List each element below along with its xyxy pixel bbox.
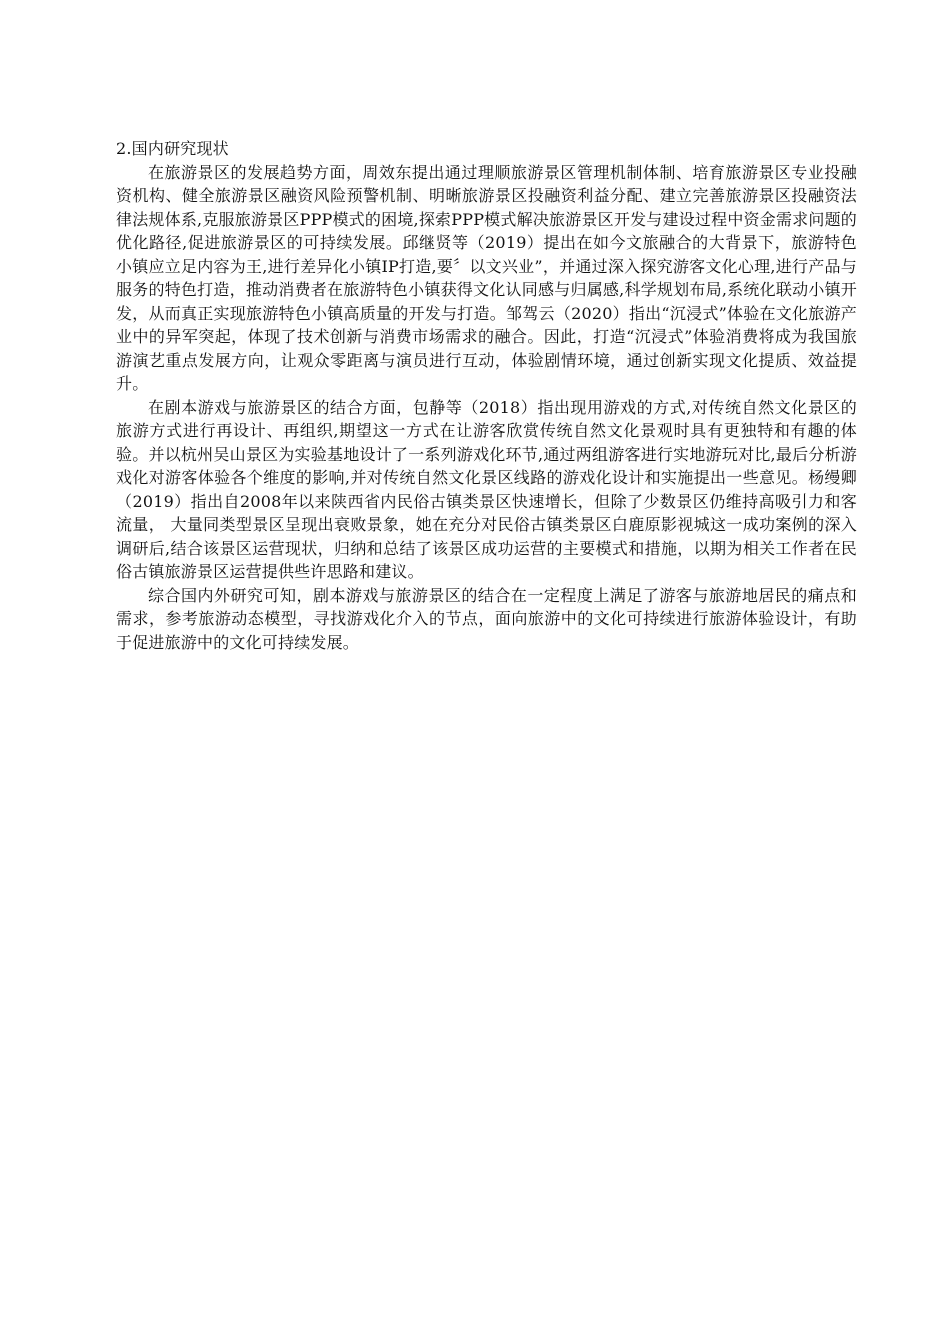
paragraph-script-games-scenic-areas: 在剧本游戏与旅游景区的结合方面，包静等（2018）指出现用游戏的方式,对传统自然文化景区的旅游方式进行再设计、再组织,期望这一方式在让游客欣赏传统自然文化景观时具有更独特和有趣的体验。并以杭州吴山景区为实验基地设计了一系列游戏化环节,通过两组游客进行实地游玩对比,最后分析游戏化对游客体验各个维度的影响,并对传统自然文化景区线路的游戏化设计和实施提出一些意见。杨缦卿（2019）指出自2008年以来陕西省内民俗古镇类景区快速增长，但除了少数景区仍维持高吸引力和客流量， 大量同类型景区呈现出衰败景象，她在充分对民俗古镇类景区白鹿原影视城这一成功案例的深入调研后,结合该景区运营现状，归纳和总结了该景区成功运营的主要模式和措施，以期为相关工作者在民俗古镇旅游景区运营提供些许思路和建议。 bbox=[116, 397, 857, 581]
section-heading: 2.国内研究现状 bbox=[116, 139, 229, 158]
paragraph-summary: 综合国内外研究可知，剧本游戏与旅游景区的结合在一定程度上满足了游客与旅游地居民的痛点和需求，参考旅游动态模型，寻找游戏化介入的节点，面向旅游中的文化可持续进行旅游体验设计，有助于促进旅游中的文化可持续发展。 bbox=[116, 585, 857, 652]
paragraph-development-trends: 在旅游景区的发展趋势方面，周效东提出通过理顺旅游景区管理机制体制、培育旅游景区专业投融资机构、健全旅游景区融资风险预警机制、明晰旅游景区投融资利益分配、建立完善旅游景区投融资法律法规体系,克服旅游景区PPP模式的困境,探索PPP模式解决旅游景区开发与建设过程中资金需求问题的优化路径,促进旅游景区的可持续发展。邱继贤等（2019）提出在如今文旅融合的大背景下，旅游特色小镇应立足内容为王,进行差异化小镇IP打造,要〞以文兴业”，并通过深入探究游客文化心理,进行产品与服务的特色打造，推动消费者在旅游特色小镇获得文化认同感与归属感,科学规划布局,系统化联动小镇开发，从而真正实现旅游特色小镇高质量的开发与打造。邹驾云（2020）指出“沉浸式”体验在文化旅游产业中的异军突起，体现了技术创新与消费市场需求的融合。因此，打造“沉浸式”体验消费将成为我国旅游演艺重点发展方向，让观众零距离与演员进行互动，体验剧情环境，通过创新实现文化提质、效益提升。 bbox=[116, 162, 857, 393]
document-page bbox=[116, 137, 857, 654]
